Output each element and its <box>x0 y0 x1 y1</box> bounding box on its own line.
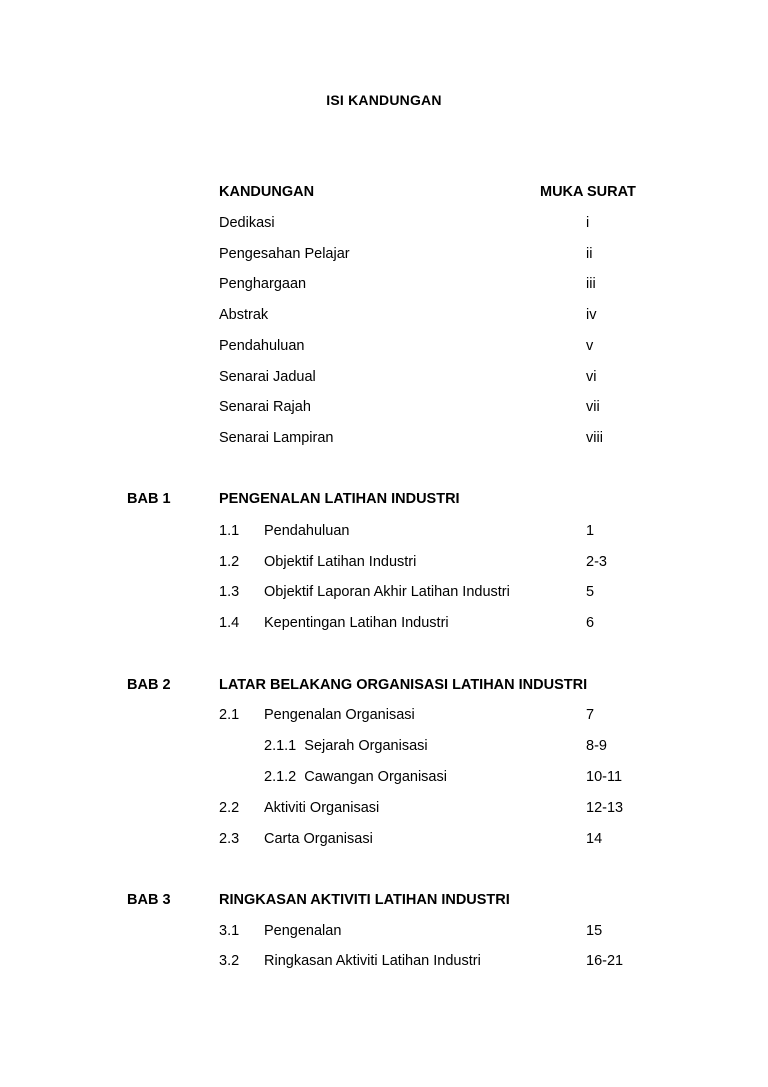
toc-entry <box>0 613 768 633</box>
toc-entry <box>0 798 768 818</box>
entry-label: Senarai Rajah <box>219 399 311 415</box>
chapter-number: BAB 2 <box>127 677 171 693</box>
entry-page: vi <box>586 369 597 385</box>
entry-page: vii <box>586 399 600 415</box>
section-number: 1.2 <box>219 554 240 570</box>
entry-page: 14 <box>586 831 603 847</box>
section-number: 1.1 <box>219 523 240 539</box>
entry-label: Pendahuluan <box>264 523 350 539</box>
toc-entry <box>0 767 768 787</box>
toc-entry <box>0 428 768 448</box>
entry-page: 16-21 <box>586 953 624 969</box>
chapter-heading <box>0 890 768 910</box>
entry-label: Aktiviti Organisasi <box>264 800 380 816</box>
toc-entry <box>0 305 768 325</box>
entry-page: viii <box>586 430 603 446</box>
toc-entry <box>0 951 768 971</box>
entry-label: Ringkasan Aktiviti Latihan Industri <box>264 953 481 969</box>
toc-entry <box>0 552 768 572</box>
entry-page: v <box>586 338 594 354</box>
section-number: 1.3 <box>219 584 240 600</box>
entry-label: Pendahuluan <box>219 338 305 354</box>
entry-page: 12-13 <box>586 800 624 816</box>
toc-entry <box>0 274 768 294</box>
chapter-title: LATAR BELAKANG ORGANISASI LATIHAN INDUSTRI <box>219 677 588 693</box>
chapter-title: RINGKASAN AKTIVITI LATIHAN INDUSTRI <box>219 892 510 908</box>
toc-entry <box>0 705 768 725</box>
entry-label: Objektif Latihan Industri <box>264 554 417 570</box>
page-title: ISI KANDUNGAN <box>326 92 442 108</box>
section-number: 2.2 <box>219 800 240 816</box>
chapter-number: BAB 1 <box>127 491 171 507</box>
entry-label: Kepentingan Latihan Industri <box>264 615 449 631</box>
entry-page: 8-9 <box>586 738 607 754</box>
entry-label: Dedikasi <box>219 215 275 231</box>
toc-entry <box>0 213 768 233</box>
section-number: 2.3 <box>219 831 240 847</box>
toc-entry <box>0 336 768 356</box>
entry-page: 10-11 <box>586 769 623 785</box>
section-number: 2.1 <box>219 707 240 723</box>
entry-page: 2-3 <box>586 554 607 570</box>
entry-page: 15 <box>586 923 603 939</box>
entry-label: 2.1.2 Cawangan Organisasi <box>264 769 447 785</box>
entry-label: Pengenalan Organisasi <box>264 707 415 723</box>
section-number: 3.2 <box>219 953 240 969</box>
entry-label: Objektif Laporan Akhir Latihan Industri <box>264 584 510 600</box>
toc-entry <box>0 397 768 417</box>
entry-page: 5 <box>586 584 595 600</box>
contents-column-header: KANDUNGAN <box>219 184 315 200</box>
entry-page: iv <box>586 307 597 323</box>
entry-page: i <box>586 215 590 231</box>
entry-label: Abstrak <box>219 307 269 323</box>
section-number: 1.4 <box>219 615 240 631</box>
entry-label: Pengenalan <box>264 923 342 939</box>
entry-label: 2.1.1 Sejarah Organisasi <box>264 738 428 754</box>
entry-label: Senarai Jadual <box>219 369 316 385</box>
chapter-heading <box>0 675 768 695</box>
entry-page: 1 <box>586 523 595 539</box>
chapter-title: PENGENALAN LATIHAN INDUSTRI <box>219 491 460 507</box>
toc-entry <box>0 244 768 264</box>
entry-label: Penghargaan <box>219 276 307 292</box>
entry-label: Pengesahan Pelajar <box>219 246 350 262</box>
entry-label: Senarai Lampiran <box>219 430 334 446</box>
chapter-heading <box>0 489 768 509</box>
entry-page: 7 <box>586 707 595 723</box>
section-number: 3.1 <box>219 923 240 939</box>
entry-label: Carta Organisasi <box>264 831 373 847</box>
toc-entry <box>0 582 768 602</box>
toc-entry <box>0 367 768 387</box>
toc-entry <box>0 736 768 756</box>
chapter-number: BAB 3 <box>127 892 171 908</box>
toc-entry <box>0 921 768 941</box>
entry-page: ii <box>586 246 593 262</box>
page-column-header: MUKA SURAT <box>540 184 636 200</box>
toc-entry <box>0 521 768 541</box>
toc-entry <box>0 829 768 849</box>
entry-page: 6 <box>586 615 595 631</box>
entry-page: iii <box>586 276 596 292</box>
